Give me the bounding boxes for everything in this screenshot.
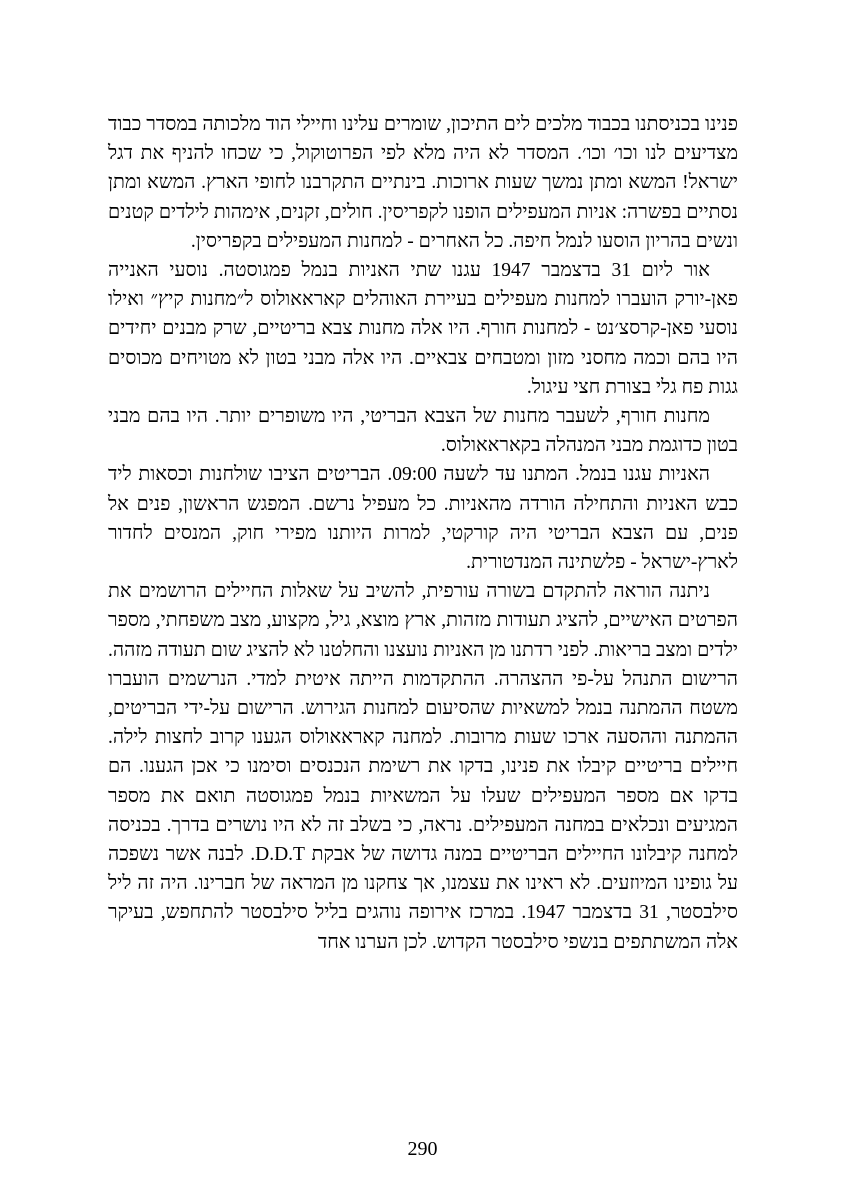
- paragraph: ניתנה הוראה להתקדם בשורה עורפית, להשיב על שאלות החיילים הרושמים את הפרטים האישיים, להציג תעודות מזהות, ארץ מוצא, גיל, מקצוע, מצב משפחתי, מספר ילדים ומצב בריאות. לפני רדתנו מן האניות נועצנו והחלטנו לא להציג שום תעודה מזהה. הרישום התנהל על-פי ההצהרה. ההתקדמות הייתה איטית למדי. הנרשמים הועברו משטח ההמתנה בנמל למשאיות שהסיעום למחנות הגירוש. הרישום על-ידי הבריטים, ההמתנה וההסעה ארכו שעות מרובות. למחנה קאראאולוס הגענו קרוב לחצות לילה. חיילים בריטיים קיבלו את פנינו, בדקו את רשימת הנכנסים וסימנו כי אכן הגענו. הם בדקו אם מספר המעפילים שעלו על המשאיות בנמל פמגוסטה תואם את מספר המגיעים ונכלאים במחנה המעפילים. נראה, כי בשלב זה לא היו נושרים בדרך. בכניסה למחנה קיבלונו החיילים הבריטיים במנה גדושה של אבקת D.D.T. לבנה אשר נשפכה על גופינו המיוזעים. לא ראינו את עצמנו, אך צחקנו מן המראה של חברינו. היה זה ליל סילבסטר, 31 בדצמבר 1947. במרכז אירופה נוהגים בליל סילבסטר להתחפש, בעיקר אלה המשתתפים בנשפי סילבסטר הקדוש. לכן הערנו אחד: [108, 581, 738, 953]
- paragraph: פנינו בכניסתנו בכבוד מלכים לים התיכון, שומרים עלינו וחיילי הוד מלכותה במסדר כבוד מצדיעים לנו וכו׳ וכו׳. המסדר לא היה מלא לפי הפרוטוקול, כי שכחו להניף את דגל ישראל! המשא ומתן נמשך שעות ארוכות. בינתיים התקרבנו לחופי הארץ. המשא ומתן נסתיים בפשרה: אניות המעפילים הופנו לקפריסין. חולים, זקנים, אימהות לילדים קטנים ונשים בהריון הוסעו לנמל חיפה. כל האחרים - למחנות המעפילים בקפריסין.: [108, 114, 738, 252]
- paragraph: מחנות חורף, לשעבר מחנות של הצבא הבריטי, היו משופרים יותר. היו בהם מבני בטון כדוגמת מבני המנהלה בקאראאולוס.: [108, 406, 738, 457]
- paragraph: האניות עגנו בנמל. המתנו עד לשעה 09:00. הבריטים הציבו שולחנות וכסאות ליד כבש האניות והתחילה הורדה מהאניות. כל מעפיל נרשם. המפגש הראשון, פנים אל פנים, עם הצבא הבריטי היה קורקטי, למרות היותנו מפירי חוק, המנסים לחדור לארץ-ישראל - פלשתינה המנדטורית.: [108, 464, 738, 574]
- paragraph: אור ליום 31 בדצמבר 1947 עגנו שתי האניות בנמל פמגוסטה. נוסעי האנייה פאן-יורק הועברו למחנות מעפילים בעיירת האוהלים קאראאולוס ל״מחנות קיץ״ ואילו נוסעי פאן-קרסצ׳נט - למחנות חורף. היו אלה מחנות צבא בריטיים, שרק מבנים יחידים היו בהם וכמה מחסני מזון ומטבחים צבאיים. היו אלה מבני בטון לא מטויחים מכוסים גגות פח גלי בצורת חצי עיגול.: [108, 260, 738, 398]
- page-number: 290: [407, 1138, 438, 1160]
- body-text: [108, 110, 738, 957]
